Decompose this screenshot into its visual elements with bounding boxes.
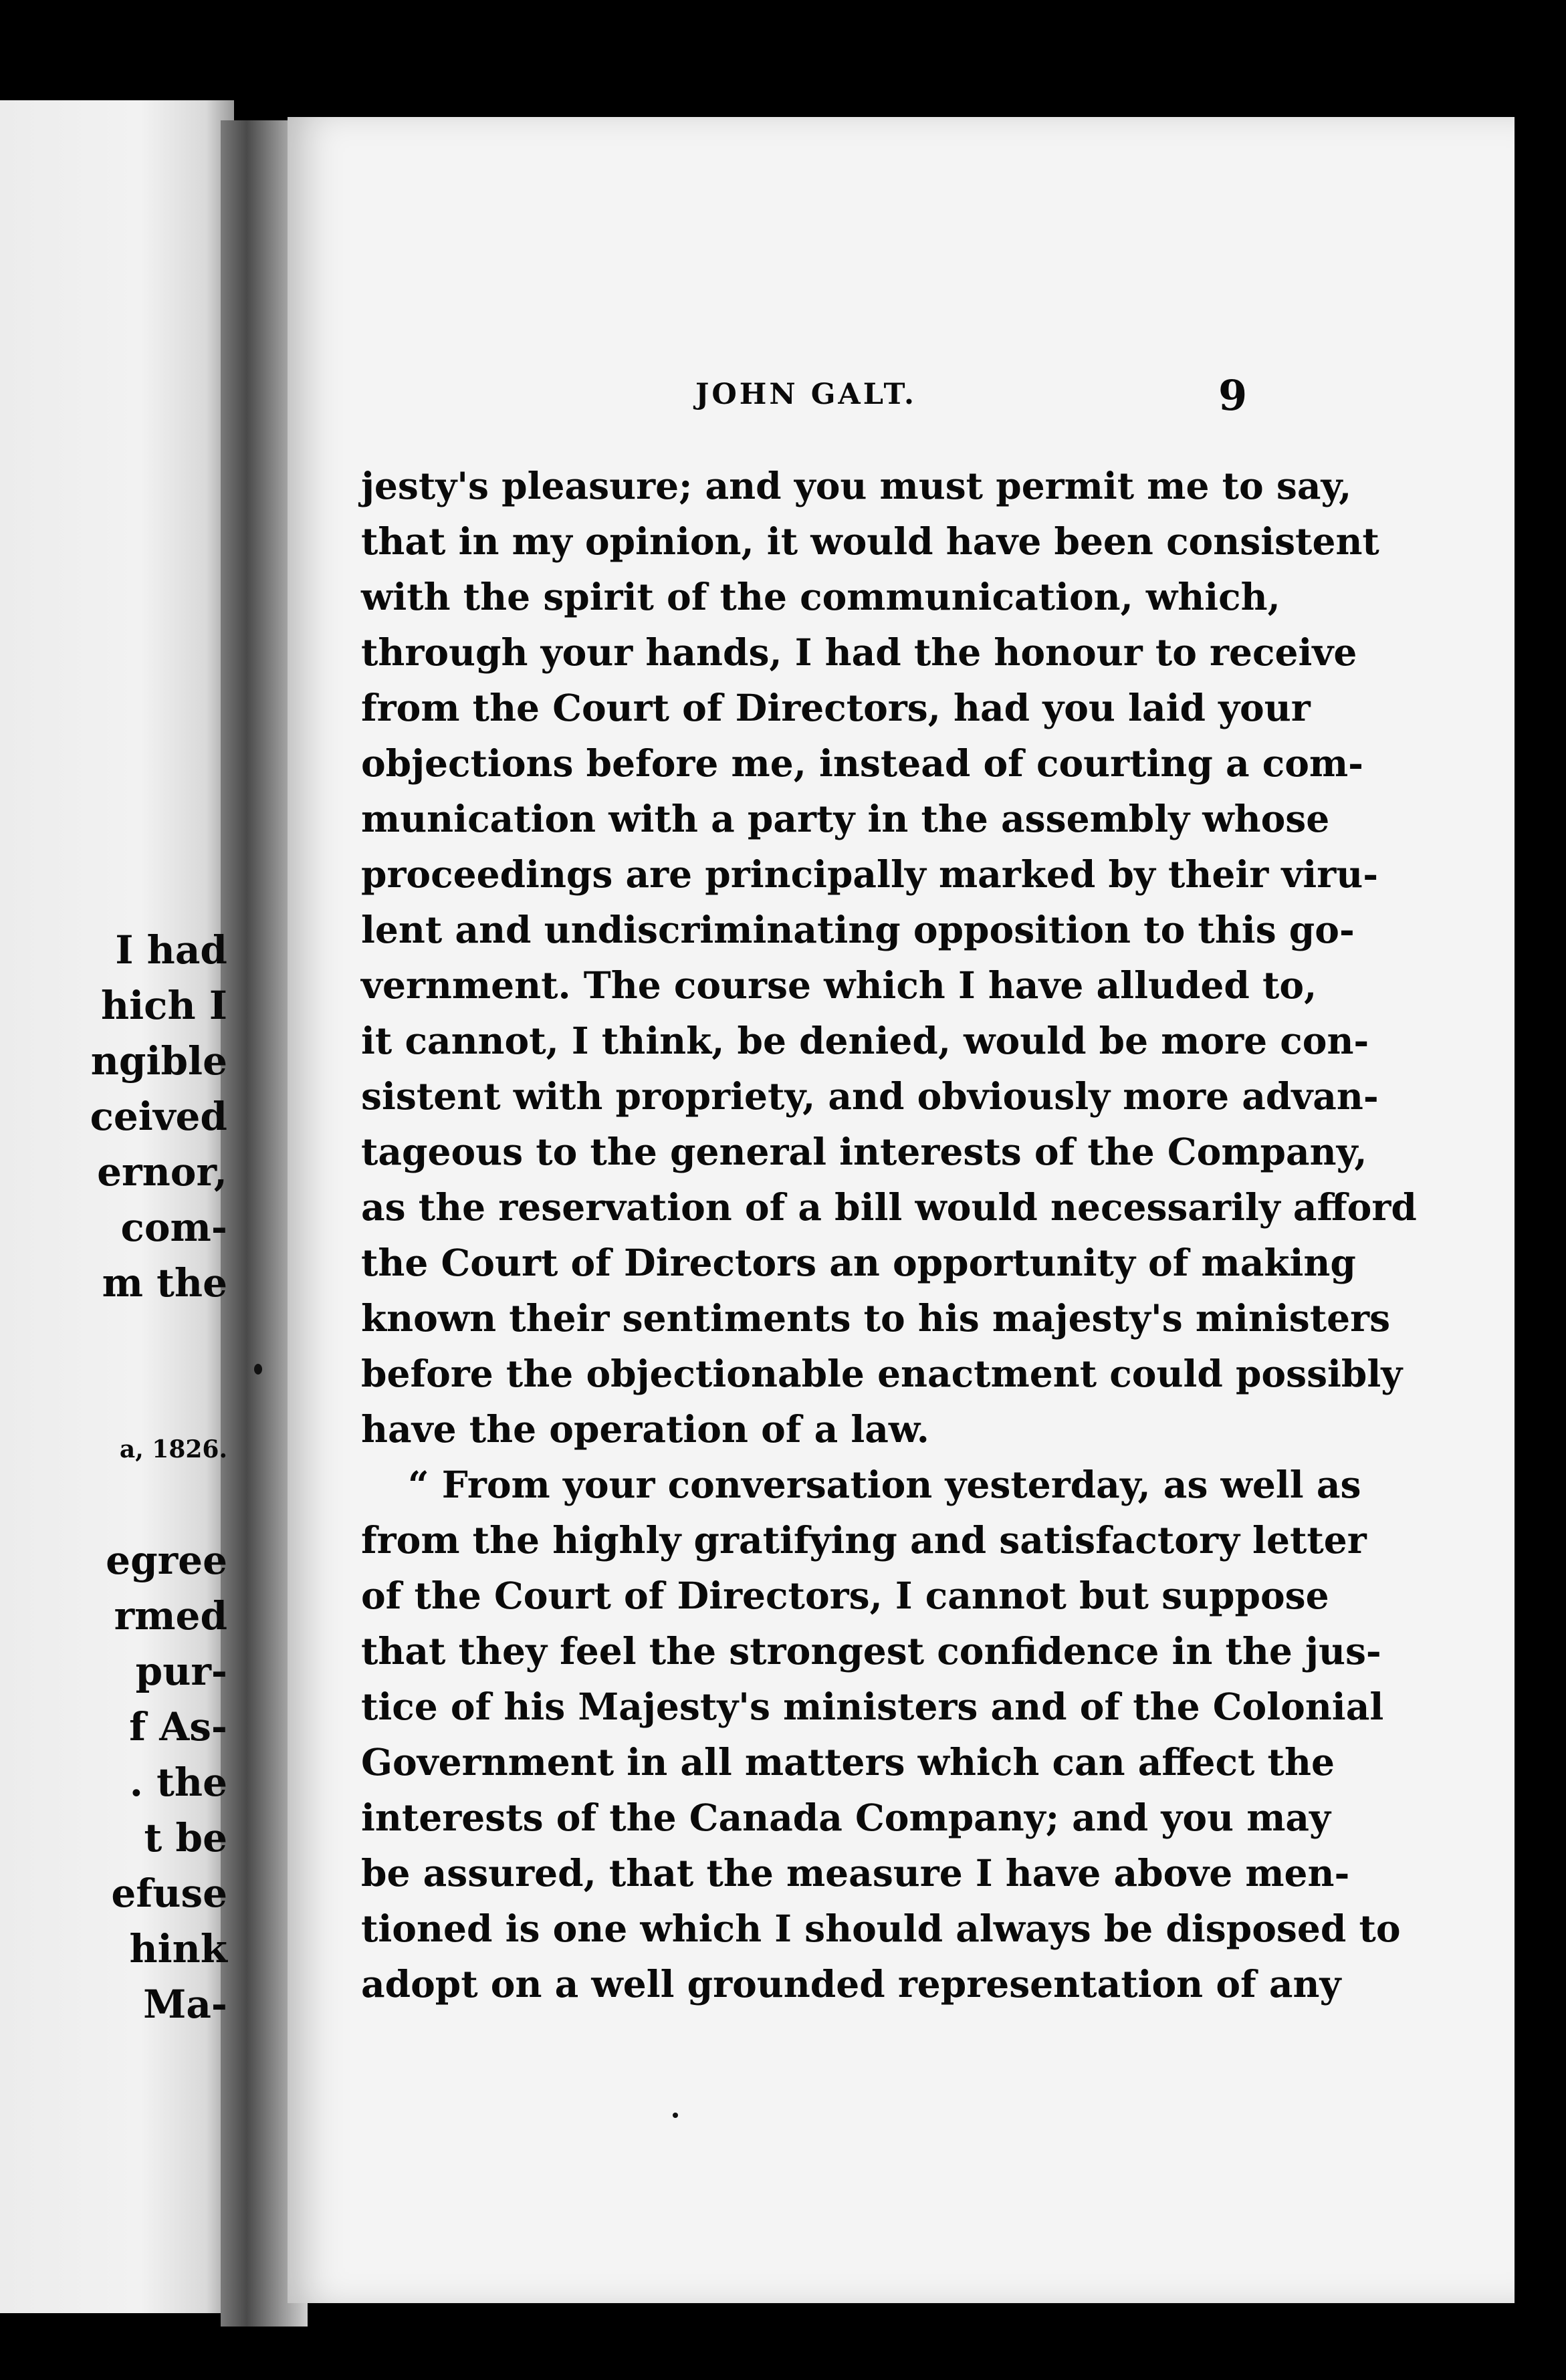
text-line: objections before me, instead of courting a com- <box>361 741 1363 785</box>
text-line: as the reservation of a bill would necessarily afford <box>361 1185 1417 1229</box>
text-line: have the operation of a law. <box>361 1407 929 1451</box>
text-line: jesty's pleasure; and you must permit me to say, <box>361 464 1352 507</box>
text-line: tioned is one which I should always be disposed to <box>361 1907 1401 1950</box>
text-line: the Court of Directors an opportunity of making <box>361 1241 1356 1284</box>
text-line: tice of his Majesty's ministers and of the Colonial <box>361 1685 1384 1728</box>
text-line: lent and undiscriminating opposition to this go- <box>361 908 1355 951</box>
left-line-date: a, 1826. <box>119 1435 227 1463</box>
text-line: munication with a party in the assembly whose <box>361 797 1330 840</box>
left-line: ceived <box>90 1094 227 1139</box>
text-line: with the spirit of the communication, which, <box>361 575 1280 618</box>
left-page-text <box>0 923 227 2032</box>
text-line: adopt on a well grounded representation of any <box>361 1962 1341 2006</box>
left-line: ngible <box>90 1038 227 1084</box>
text-line: known their sentiments to his majesty's ministers <box>361 1296 1391 1340</box>
left-line: t be <box>144 1815 227 1861</box>
text-line: vernment. The course which I have alluded to, <box>361 963 1317 1007</box>
text-line: be assured, that the measure I have above men- <box>361 1851 1350 1895</box>
left-line: f As- <box>129 1704 227 1750</box>
left-line: rmed <box>114 1593 227 1639</box>
text-line: Government in all matters which can affect the <box>361 1740 1335 1784</box>
left-line: efuse <box>111 1871 227 1916</box>
text-line: tageous to the general interests of the Company, <box>361 1130 1367 1173</box>
body-text <box>361 458 1417 2012</box>
text-line: interests of the Canada Company; and you may <box>361 1796 1331 1839</box>
page-header <box>0 371 1566 425</box>
text-line: from the highly gratifying and satisfactory letter <box>361 1518 1367 1562</box>
text-line: that they feel the strongest confidence in the jus- <box>361 1629 1381 1673</box>
left-line <box>0 1477 227 1533</box>
text-line: from the Court of Directors, had you laid your <box>361 686 1311 729</box>
text-line: through your hands, I had the honour to receive <box>361 630 1357 674</box>
text-line: of the Court of Directors, I cannot but suppose <box>361 1574 1329 1617</box>
left-line: Ma- <box>143 1982 227 2027</box>
running-title: JOHN GALT. <box>695 378 917 411</box>
text-line: sistent with propriety, and obviously more advan- <box>361 1074 1379 1118</box>
text-line: “ From your conversation yesterday, as well as <box>408 1463 1361 1506</box>
left-line: hink <box>129 1926 227 1972</box>
left-line: ernor, <box>97 1149 227 1195</box>
left-line: pur- <box>135 1649 227 1694</box>
ink-speck <box>673 2113 678 2118</box>
left-line: I had <box>115 927 227 973</box>
left-line <box>0 1311 227 1366</box>
left-line: . the <box>129 1760 227 1805</box>
left-line: com- <box>120 1205 227 1250</box>
text-line: before the objectionable enactment could possibly <box>361 1352 1403 1395</box>
left-line <box>0 1366 227 1422</box>
left-line: egree <box>106 1538 227 1583</box>
text-line: that in my opinion, it would have been consistent <box>361 519 1379 563</box>
text-line: proceedings are principally marked by their viru- <box>361 852 1379 896</box>
left-line: m the <box>102 1260 227 1306</box>
text-line: it cannot, I think, be denied, would be more con- <box>361 1019 1369 1062</box>
page-number: 9 <box>1218 371 1248 420</box>
ink-speck <box>254 1364 262 1375</box>
left-line: hich I <box>100 983 227 1028</box>
